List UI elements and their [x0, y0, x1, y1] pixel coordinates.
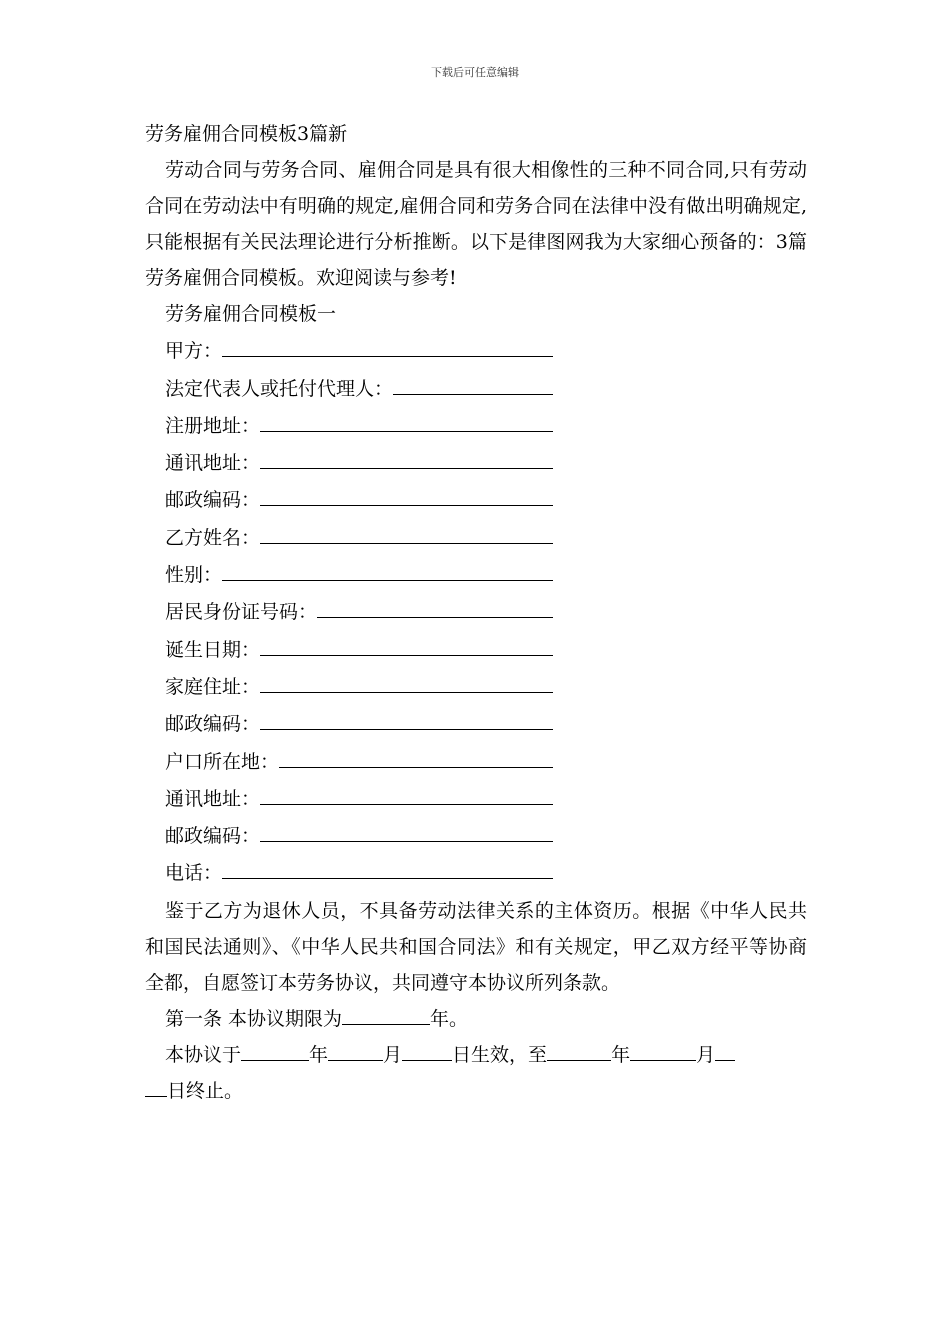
field-blank[interactable] [260, 655, 553, 656]
field-blank[interactable] [393, 394, 553, 395]
field-row [145, 445, 807, 482]
field-row [145, 818, 807, 855]
field-label: 电话： [165, 862, 223, 885]
field-label: 邮政编码： [165, 825, 261, 848]
year-label: 年 [309, 1043, 329, 1066]
article-1-prefix: 第一条 本协议期限为 [165, 1007, 343, 1030]
field-blank[interactable] [222, 356, 553, 357]
contract-fields [145, 333, 807, 892]
field-label: 户口所在地： [165, 750, 280, 773]
article-1-suffix: 年。 [430, 1007, 469, 1030]
field-label: 乙方姓名： [165, 526, 261, 549]
start-month-blank[interactable] [328, 1060, 383, 1061]
field-blank[interactable] [260, 505, 553, 506]
start-day-blank[interactable] [402, 1060, 452, 1061]
field-label: 邮政编码： [165, 489, 261, 512]
field-blank[interactable] [222, 580, 553, 581]
end-day-blank-part2[interactable] [145, 1096, 167, 1097]
month-label: 月 [696, 1043, 716, 1066]
field-row [145, 594, 807, 631]
document-body [145, 116, 807, 1109]
field-blank[interactable] [260, 841, 553, 842]
end-day-blank-part1[interactable] [715, 1060, 735, 1061]
field-row [145, 855, 807, 892]
effective-date-line-cont [145, 1073, 807, 1109]
field-blank[interactable] [260, 692, 553, 693]
field-label: 通讯地址： [165, 452, 261, 475]
field-blank[interactable] [279, 767, 553, 768]
end-year-blank[interactable] [547, 1060, 611, 1061]
field-label: 甲方： [165, 340, 223, 363]
field-row [145, 781, 807, 818]
month-label: 月 [383, 1043, 403, 1066]
document-title: 劳务雇佣合同模板3篇新 [145, 123, 348, 145]
field-blank[interactable] [317, 617, 553, 618]
field-row [145, 669, 807, 706]
field-row [145, 706, 807, 743]
page-header-note: 下载后可任意编辑 [431, 66, 519, 79]
field-blank[interactable] [222, 878, 553, 879]
field-row [145, 482, 807, 519]
day-effective-label: 日生效，至 [452, 1043, 548, 1066]
field-row [145, 744, 807, 781]
field-label: 性别： [165, 564, 223, 587]
term-years-blank[interactable] [342, 1024, 430, 1025]
clause-intro-paragraph: 鉴于乙方为退休人员，不具备劳动法律关系的主体资历。根据《中华人民共和国民法通则》、《中华人民共和国合同法》和有关规定，甲乙双方经平等协商全都，自愿签订本劳务协议，共同遵守本协议所列条款。 [145, 899, 807, 994]
year-label: 年 [611, 1043, 631, 1066]
start-year-blank[interactable] [241, 1060, 309, 1061]
end-month-blank[interactable] [630, 1060, 696, 1061]
field-row [145, 408, 807, 445]
field-blank[interactable] [260, 431, 553, 432]
field-row [145, 520, 807, 557]
effective-prefix: 本协议于 [165, 1043, 242, 1066]
article-1 [145, 1001, 807, 1037]
end-label: 日终止。 [167, 1079, 244, 1102]
field-blank[interactable] [260, 729, 553, 730]
section-title: 劳务雇佣合同模板一 [165, 303, 337, 325]
field-blank[interactable] [260, 468, 553, 469]
field-label: 法定代表人或托付代理人： [165, 377, 394, 400]
intro-paragraph: 劳动合同与劳务合同、雇佣合同是具有很大相像性的三种不同合同,只有劳动合同在劳动法中有明确的规定,雇佣合同和劳务合同在法律中没有做出明确规定,只能根据有关民法理论进行分析推断。以下是律图网我为大家细心预备的：3篇劳务雇佣合同模板。欢迎阅读与参考! [145, 159, 807, 289]
field-label: 邮政编码： [165, 713, 261, 736]
field-row [145, 557, 807, 594]
field-label: 居民身份证号码： [165, 601, 318, 624]
field-label: 注册地址： [165, 414, 261, 437]
effective-date-line [145, 1037, 807, 1073]
field-row [145, 333, 807, 370]
field-label: 家庭住址： [165, 675, 261, 698]
field-row [145, 371, 807, 408]
field-blank[interactable] [260, 804, 553, 805]
field-label: 诞生日期： [165, 638, 261, 661]
field-blank[interactable] [260, 543, 553, 544]
field-row [145, 632, 807, 669]
field-label: 通讯地址： [165, 787, 261, 810]
